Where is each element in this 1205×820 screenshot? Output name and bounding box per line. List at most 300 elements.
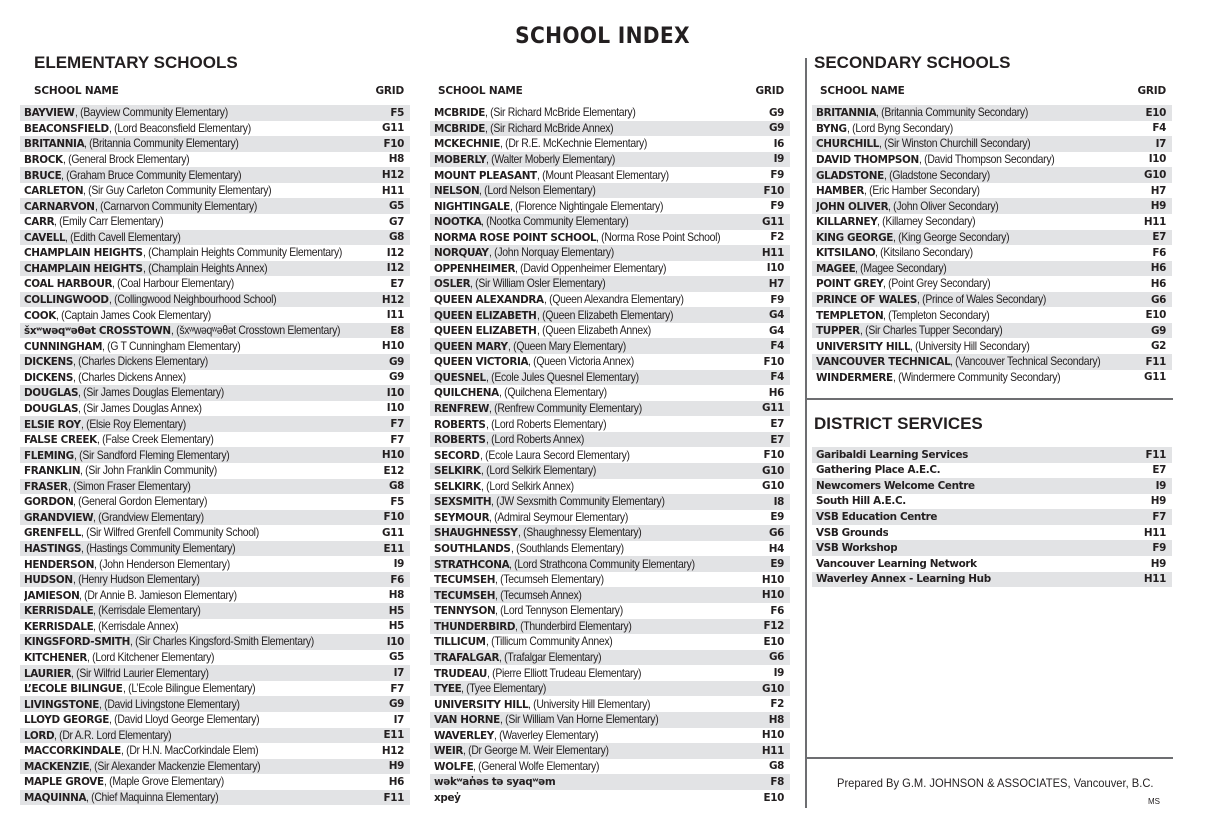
grid-reference: F9 (770, 293, 784, 306)
grid-reference: E8 (390, 324, 404, 337)
column-header (434, 85, 790, 101)
credit-line: Prepared By G.M. JOHNSON & ASSOCIATES, Vancouver, B.C. (837, 776, 1154, 790)
school-name (816, 277, 1003, 290)
short-name: SELKIRK (434, 465, 481, 478)
school-name (434, 620, 645, 633)
elementary-list-2 (430, 105, 790, 805)
school-row (20, 634, 410, 650)
school-name (24, 262, 281, 275)
school-name (434, 744, 625, 757)
school-row (812, 292, 1172, 308)
school-row (20, 525, 410, 541)
short-name: KITCHENER (24, 651, 88, 664)
grid-reference: H6 (1150, 262, 1166, 275)
school-name (24, 604, 213, 617)
short-name: QUEEN ELIZABETH (434, 325, 537, 338)
full-name: , (General Gordon Elementary) (73, 495, 208, 509)
service-row (812, 572, 1172, 588)
grid-reference: H12 (381, 744, 404, 757)
school-name (24, 542, 253, 555)
school-row (20, 261, 410, 277)
school-row (430, 167, 790, 183)
school-row (430, 121, 790, 137)
short-name: MACCORKINDALE (24, 745, 121, 758)
short-name: LLOYD GEORGE (24, 714, 109, 727)
full-name: , (Lord Selkirk Annex) (480, 479, 574, 493)
grid-reference: I10 (386, 635, 404, 648)
full-name: , (Windermere Community Secondary) (892, 370, 1061, 384)
school-name (24, 449, 247, 462)
grid-reference: F11 (383, 791, 404, 804)
school-row (20, 183, 410, 199)
full-name: , (Elsie Roy Elementary) (80, 417, 186, 431)
full-name: , (Edith Cavell Elementary) (65, 230, 181, 244)
school-row (20, 323, 410, 339)
column-divider (805, 58, 807, 808)
short-name: KILLARNEY (816, 216, 878, 229)
grid-reference: E7 (390, 277, 404, 290)
school-name (434, 792, 461, 804)
short-name: SECORD (434, 449, 480, 462)
grid-reference: F6 (1152, 246, 1166, 259)
short-name: BROCK (24, 153, 63, 166)
school-row (20, 245, 410, 261)
school-row (20, 121, 410, 137)
full-name: , (Bayview Community Elementary) (74, 106, 228, 120)
school-row (430, 525, 790, 541)
grid-reference: E7 (770, 433, 784, 446)
full-name: , (Graham Bruce Community Elementary) (61, 168, 242, 182)
grid-reference: G11 (382, 526, 404, 539)
grid-reference: H11 (1143, 215, 1166, 228)
school-name (24, 355, 223, 368)
school-row (430, 603, 790, 619)
school-row (430, 572, 790, 588)
school-name (434, 449, 646, 462)
grid-reference: H9 (1150, 200, 1166, 213)
school-name (434, 604, 637, 617)
full-name: , (Sir William Van Horne Elementary) (499, 713, 659, 727)
short-name: TENNYSON (434, 605, 496, 618)
school-row (812, 136, 1172, 152)
header-grid: GRID (755, 85, 784, 97)
grid-reference: F7 (1152, 511, 1166, 524)
grid-reference: G11 (382, 122, 404, 135)
school-row (20, 743, 410, 759)
grid-reference: H10 (381, 340, 404, 353)
full-name: , (Prince of Wales Secondary) (917, 293, 1047, 307)
grid-reference: G9 (388, 355, 404, 368)
grid-reference: I9 (1155, 479, 1166, 492)
school-row (430, 261, 790, 277)
school-row (430, 728, 790, 744)
school-name (24, 215, 176, 228)
short-name: GRENFELL (24, 527, 81, 540)
short-name: RENFREW (434, 402, 490, 415)
school-row (430, 743, 790, 759)
short-name: LIVINGSTONE (24, 698, 99, 711)
full-name: , (Dr R.E. McKechnie Elementary) (499, 137, 648, 151)
short-name: LAURIER (24, 667, 72, 680)
school-row (20, 167, 410, 183)
school-name (24, 402, 216, 415)
school-row (812, 183, 1172, 199)
school-row (812, 167, 1172, 183)
school-name (816, 527, 888, 539)
full-name: , (Dr H.N. MacCorkindale Elem) (120, 744, 259, 758)
short-name: UNIVERSITY HILL (434, 698, 529, 711)
full-name: , (Walter Moberly Elementary) (486, 152, 616, 166)
school-name (434, 573, 616, 586)
grid-reference: H10 (761, 589, 784, 602)
secondary-column (816, 85, 1172, 384)
grid-reference: H8 (768, 713, 784, 726)
full-name: , (Sir Richard McBride Elementary) (485, 106, 636, 120)
grid-reference: I7 (393, 713, 404, 726)
grid-reference: H5 (388, 604, 404, 617)
short-name: ROBERTS (434, 434, 486, 447)
full-name: , (Captain James Cook Elementary) (55, 308, 211, 322)
school-row (430, 292, 790, 308)
grid-reference: H7 (1150, 184, 1166, 197)
school-row (812, 245, 1172, 261)
grid-reference: H12 (381, 169, 404, 182)
school-name (434, 371, 656, 384)
full-name: , (JW Sexsmith Community Elementary) (491, 495, 665, 509)
school-row (20, 276, 410, 292)
school-name (816, 137, 1047, 150)
school-row (20, 105, 410, 121)
school-name (24, 137, 256, 150)
school-row (20, 432, 410, 448)
short-name: VANCOUVER TECHNICAL (816, 356, 951, 369)
full-name: , (University Hill Elementary) (528, 697, 651, 711)
full-name: , (L’Ecole Bilingue Elementary) (122, 682, 255, 696)
school-name (434, 386, 619, 399)
school-row (812, 261, 1172, 277)
short-name: xpey̓ (434, 791, 461, 804)
grid-reference: H4 (768, 542, 784, 555)
grid-reference: F4 (1152, 122, 1166, 135)
school-row (430, 245, 790, 261)
school-name (24, 480, 204, 493)
short-name: DOUGLAS (24, 387, 79, 400)
short-name: HAMBER (816, 185, 864, 198)
school-name (434, 184, 609, 197)
grid-reference: F11 (1145, 355, 1166, 368)
column-header (816, 85, 1172, 101)
school-name (434, 262, 683, 275)
elementary-column-2 (434, 85, 790, 804)
school-name (24, 169, 262, 182)
short-name: COAL HARBOUR (24, 278, 113, 291)
school-name (434, 480, 584, 493)
grid-reference: I9 (393, 558, 404, 571)
school-name (24, 340, 256, 353)
grid-reference: E9 (770, 558, 784, 571)
short-name: BAYVIEW (24, 107, 75, 120)
short-name: FALSE CREEK (24, 434, 97, 447)
full-name: , (Dr George M. Weir Elementary) (463, 744, 609, 758)
school-row (430, 447, 790, 463)
full-name: , (Carnarvon Community Elementary) (94, 199, 257, 213)
short-name: Vancouver Learning Network (816, 557, 977, 570)
short-name: QUESNEL (434, 371, 486, 384)
school-name (24, 246, 364, 259)
grid-reference: H11 (761, 246, 784, 259)
school-name (434, 558, 716, 571)
grid-reference: E9 (770, 511, 784, 524)
school-row (430, 354, 790, 370)
school-row (430, 105, 790, 121)
full-name: , (Chief Maquinna Elementary) (86, 791, 219, 805)
school-row (430, 385, 790, 401)
grid-reference: I10 (766, 262, 784, 275)
school-row (20, 401, 410, 417)
school-name (24, 231, 194, 244)
school-name (816, 246, 984, 259)
school-row (430, 790, 790, 806)
full-name: , (Sir John Franklin Community) (80, 464, 218, 478)
grid-reference: G10 (762, 682, 784, 695)
grid-reference: G7 (388, 215, 404, 228)
short-name: BRITANNIA (24, 138, 85, 151)
section-divider (806, 398, 1173, 400)
full-name: , (Britannia Community Elementary) (84, 137, 239, 151)
short-name: UNIVERSITY HILL (816, 340, 911, 353)
grid-reference: G4 (768, 324, 784, 337)
short-name: MAPLE GROVE (24, 776, 104, 789)
full-name: , (Gladstone Secondary) (883, 168, 990, 182)
grid-reference: G5 (388, 651, 404, 664)
service-row (812, 447, 1172, 463)
school-name (816, 122, 964, 135)
grid-reference: E7 (1152, 464, 1166, 477)
school-row (430, 323, 790, 339)
short-name: BEACONSFIELD (24, 122, 109, 135)
short-name: ELSIE ROY (24, 418, 81, 431)
school-name (816, 309, 1002, 322)
service-row (812, 494, 1172, 510)
full-name: , (Charles Dickens Elementary) (73, 355, 208, 369)
school-row (20, 463, 410, 479)
full-name: , (General Wolfe Elementary) (473, 759, 600, 773)
short-name: QUEEN MARY (434, 340, 508, 353)
grid-reference: H11 (1143, 573, 1166, 586)
grid-reference: G6 (1150, 293, 1166, 306)
full-name: , (Charles Dickens Annex) (73, 370, 186, 384)
full-name: , (David Lloyd George Elementary) (109, 713, 260, 727)
school-row (20, 556, 410, 572)
short-name: MCBRIDE (434, 122, 486, 135)
short-name: OPPENHEIMER (434, 262, 516, 275)
full-name: , (Point Grey Secondary) (883, 277, 991, 291)
school-name (24, 433, 226, 446)
school-row (812, 214, 1172, 230)
school-name (434, 433, 594, 446)
header-school-name: SCHOOL NAME (34, 85, 119, 97)
grid-reference: F6 (770, 604, 784, 617)
school-name (24, 729, 185, 742)
short-name: WINDERMERE (816, 371, 893, 384)
grid-reference: F9 (770, 169, 784, 182)
school-name (816, 495, 906, 507)
school-name (434, 200, 680, 213)
full-name: , (Simon Fraser Elementary) (67, 479, 191, 493)
short-name: JAMIESON (24, 589, 80, 602)
grid-reference: E11 (383, 729, 404, 742)
short-name: TYEE (434, 683, 462, 696)
school-name (434, 324, 663, 337)
short-name: VSB Grounds (816, 526, 889, 539)
school-row (430, 759, 790, 775)
school-row (20, 198, 410, 214)
full-name: , (Lord Selkirk Elementary) (480, 464, 596, 478)
grid-reference: G4 (768, 309, 784, 322)
short-name: CHAMPLAIN HEIGHTS (24, 247, 143, 260)
school-row (430, 152, 790, 168)
grid-reference: F4 (770, 340, 784, 353)
grid-reference: F2 (770, 698, 784, 711)
grid-reference: G6 (768, 651, 784, 664)
header-grid: GRID (1137, 85, 1166, 97)
school-name (434, 729, 610, 742)
short-name: CAVELL (24, 231, 66, 244)
grid-reference: E10 (763, 791, 784, 804)
full-name: , (Champlain Heights Annex) (142, 261, 267, 275)
short-name: TEMPLETON (816, 309, 884, 322)
school-name (816, 340, 1043, 353)
grid-reference: F5 (390, 495, 404, 508)
full-name: , (Pierre Elliott Trudeau Elementary) (486, 666, 642, 680)
school-name (24, 744, 273, 757)
school-name (434, 106, 652, 119)
grid-reference: F7 (390, 418, 404, 431)
short-name: CHURCHILL (816, 138, 880, 151)
short-name: CHAMPLAIN HEIGHTS (24, 262, 143, 275)
full-name: , (Sir Wilfred Grenfell Community School) (80, 526, 259, 540)
school-row (812, 230, 1172, 246)
grid-reference: G9 (388, 698, 404, 711)
school-name (24, 511, 216, 524)
full-name: , (Sir Winston Churchill Secondary) (879, 137, 1031, 151)
full-name: , (Magee Secondary) (855, 261, 947, 275)
elementary-list-1 (20, 105, 410, 805)
school-name (434, 542, 636, 555)
full-name: , (Thunderbird Elementary) (515, 619, 632, 633)
short-name: POINT GREY (816, 278, 884, 291)
full-name: , (Kerrisdale Elementary) (93, 604, 201, 618)
short-name: SEXSMITH (434, 496, 492, 509)
short-name: KING GEORGE (816, 231, 893, 244)
grid-reference: I11 (386, 309, 404, 322)
school-row (430, 432, 790, 448)
school-row (20, 681, 410, 697)
school-row (430, 650, 790, 666)
full-name: , (Admiral Seymour Elementary) (489, 510, 629, 524)
short-name: Gathering Place A.E.C. (816, 464, 941, 477)
short-name: VSB Education Centre (816, 511, 938, 524)
short-name: WAVERLEY (434, 729, 494, 742)
grid-reference: I12 (386, 262, 404, 275)
short-name: HENDERSON (24, 558, 95, 571)
full-name: , (Dr A.R. Lord Elementary) (54, 728, 172, 742)
service-row (812, 463, 1172, 479)
grid-reference: G11 (1144, 371, 1166, 384)
school-name (24, 324, 359, 337)
school-row (430, 276, 790, 292)
school-row (20, 479, 410, 495)
full-name: , (University Hill Secondary) (910, 339, 1030, 353)
short-name: SOUTHLANDS (434, 543, 511, 556)
grid-reference: H9 (388, 760, 404, 773)
grid-reference: I7 (393, 667, 404, 680)
school-row (20, 790, 410, 806)
full-name: , (Renfrew Community Elementary) (489, 401, 642, 415)
grid-reference: G10 (1144, 169, 1166, 182)
grid-reference: I6 (773, 137, 784, 150)
grid-reference: H10 (761, 573, 784, 586)
school-row (430, 230, 790, 246)
full-name: , (Vancouver Technical Secondary) (950, 355, 1101, 369)
short-name: CARNARVON (24, 200, 95, 213)
short-name: KITSILANO (816, 247, 876, 260)
short-name: LORD (24, 729, 55, 742)
full-name: , (Lord Strathcona Community Elementary) (509, 557, 696, 571)
school-name (24, 775, 237, 788)
full-name: , (Queen Victoria Annex) (528, 355, 635, 369)
school-row (812, 105, 1172, 121)
school-row (430, 541, 790, 557)
elementary-section-title: ELEMENTARY SCHOOLS (34, 53, 238, 72)
school-name (24, 418, 197, 431)
short-name: BRITANNIA (816, 107, 877, 120)
full-name: , (Sir Sandford Fleming Elementary) (73, 448, 230, 462)
short-name: QUEEN ELIZABETH (434, 309, 537, 322)
school-row (812, 338, 1172, 354)
school-row (430, 510, 790, 526)
full-name: , (King George Secondary) (893, 230, 1010, 244)
school-name (24, 698, 255, 711)
short-name: Garibaldi Learning Services (816, 448, 969, 461)
short-name: CARLETON (24, 185, 84, 198)
short-name: PRINCE OF WALES (816, 294, 918, 307)
school-name (434, 682, 556, 695)
short-name: BYNG (816, 122, 847, 135)
full-name: , (Queen Elizabeth Elementary) (536, 308, 673, 322)
grid-reference: E7 (1152, 231, 1166, 244)
school-name (24, 293, 295, 306)
header-school-name: SCHOOL NAME (820, 85, 905, 97)
full-name: , (Sir Richard McBride Annex) (485, 121, 614, 135)
school-name (434, 340, 639, 353)
school-name (434, 464, 609, 477)
school-row (20, 728, 410, 744)
school-name (434, 698, 664, 711)
school-name (24, 573, 213, 586)
short-name: CUNNINGHAM (24, 340, 103, 353)
full-name: , (Lord Nelson Elementary) (479, 184, 596, 198)
school-row (430, 774, 790, 790)
school-row (20, 603, 410, 619)
full-name: , (Waverley Elementary) (493, 728, 599, 742)
short-name: South Hill A.E.C. (816, 495, 906, 508)
grid-reference: E10 (1145, 106, 1166, 119)
school-name (816, 184, 993, 197)
short-name: NELSON (434, 185, 480, 198)
full-name: , (David Livingstone Elementary) (98, 697, 240, 711)
full-name: , (Trafalgar Elementary) (499, 650, 602, 664)
